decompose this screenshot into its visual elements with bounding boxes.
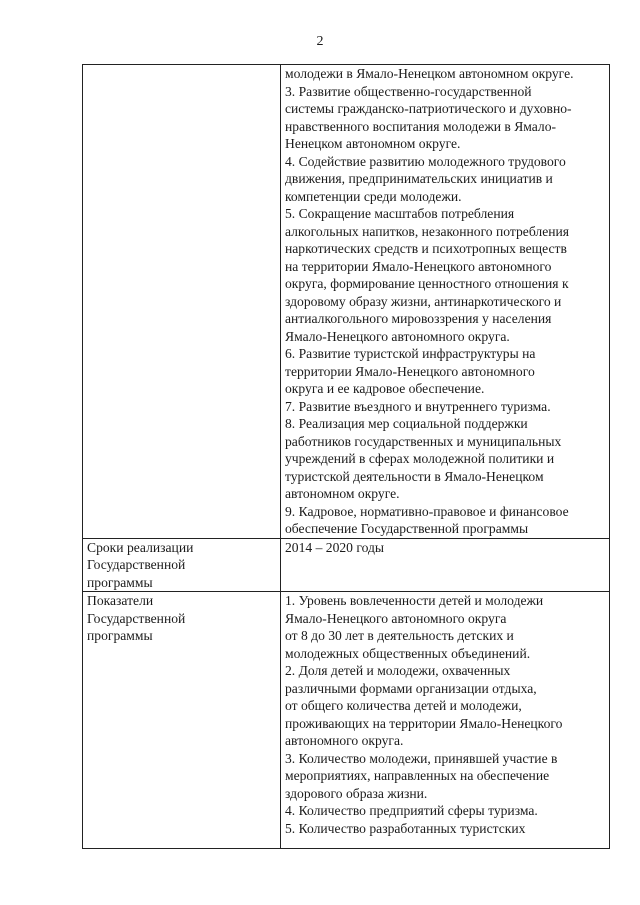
text-line: 9. Кадровое, нормативно-правовое и финансовое [285, 503, 569, 519]
text-line: от общего количества детей и молодежи, [285, 698, 522, 713]
text-line: здоровому образу жизни, антинаркотического и [285, 293, 562, 309]
text-line: антиалкогольного мировоззрения у населения [285, 311, 552, 326]
row-content-cell [281, 538, 610, 592]
text-line: программы [87, 628, 153, 643]
text-line: 5. Сокращение масштабов потребления [285, 206, 515, 221]
row-content-cell [281, 65, 610, 539]
text-line: наркотических средств и психотропных веществ [285, 241, 567, 256]
text-line: учреждений в сферах молодежной политики и [285, 451, 555, 466]
text-line: округа и ее кадровое обеспечение. [285, 381, 485, 396]
text-line: алкогольных напитков, незаконного потребления [285, 223, 570, 239]
text-line: 8. Реализация мер социальной поддержки [285, 416, 528, 431]
table-row-goals [83, 65, 610, 539]
text-line: Сроки реализации [87, 539, 194, 555]
text-line: Показатели [87, 593, 154, 608]
text-line: 2014 – 2020 годы [285, 539, 385, 555]
text-line: на территории Ямало-Ненецкого автономного [285, 258, 552, 274]
program-passport-table [82, 64, 610, 849]
text-line: проживающих на территории Ямало-Ненецкого [285, 715, 563, 731]
text-line: 5. Количество разработанных туристских [285, 820, 526, 836]
table-row-period [83, 538, 610, 592]
text-line: территории Ямало-Ненецкого автономного [285, 363, 535, 379]
text-line: 3. Развитие общественно-государственной [285, 83, 532, 99]
text-line: 2. Доля детей и молодежи, охваченных [285, 663, 511, 678]
text-line: молодежных общественных объединений. [285, 645, 531, 661]
text-line: движения, предпринимательских инициатив и [285, 171, 553, 186]
text-line: нравственного воспитания молодежи в Ямало- [285, 118, 557, 134]
text-line: Ямало-Ненецкого автономного округа [285, 610, 507, 626]
text-line: 3. Количество молодежи, принявшей участие в [285, 750, 558, 766]
row-label-cell [83, 592, 281, 849]
text-line: различными формами организации отдыха, [285, 680, 537, 696]
table-row-indicators [83, 592, 610, 849]
text-line: 4. Содействие развитию молодежного трудового [285, 153, 566, 169]
text-line: молодежи в Ямало-Ненецком автономном округе. [285, 66, 574, 81]
text-line: компетенции среди молодежи. [285, 188, 462, 204]
text-line: здорового образа жизни. [285, 785, 428, 801]
text-line: туристской деятельности в Ямало-Ненецком [285, 468, 544, 484]
row-label-cell [83, 538, 281, 592]
text-line: автономном округе. [285, 486, 400, 501]
row-content-cell [281, 592, 610, 849]
text-line: от 8 до 30 лет в деятельность детских и [285, 628, 514, 643]
text-line: мероприятиях, направленных на обеспечение [285, 768, 550, 783]
row-label-cell [83, 65, 281, 539]
text-line: 6. Развитие туристской инфраструктуры на [285, 346, 536, 361]
text-line: 7. Развитие въездного и внутреннего туризма. [285, 398, 551, 414]
text-line: 1. Уровень вовлеченности детей и молодежи [285, 593, 544, 608]
text-line: работников государственных и муниципальных [285, 433, 562, 449]
text-line: Ненецком автономном округе. [285, 136, 461, 151]
text-line: обеспечение Государственной программы [285, 521, 529, 536]
text-line: программы [87, 574, 153, 590]
text-line: Государственной [87, 610, 186, 626]
text-line: системы гражданско-патриотического и духовно- [285, 101, 572, 116]
page-number: 2 [316, 34, 324, 49]
text-line: Государственной [87, 557, 186, 572]
text-line: автономного округа. [285, 733, 404, 748]
text-line: Ямало-Ненецкого автономного округа. [285, 328, 510, 344]
text-line: округа, формирование ценностного отношения к [285, 276, 569, 291]
text-line: 4. Количество предприятий сферы туризма. [285, 803, 538, 818]
